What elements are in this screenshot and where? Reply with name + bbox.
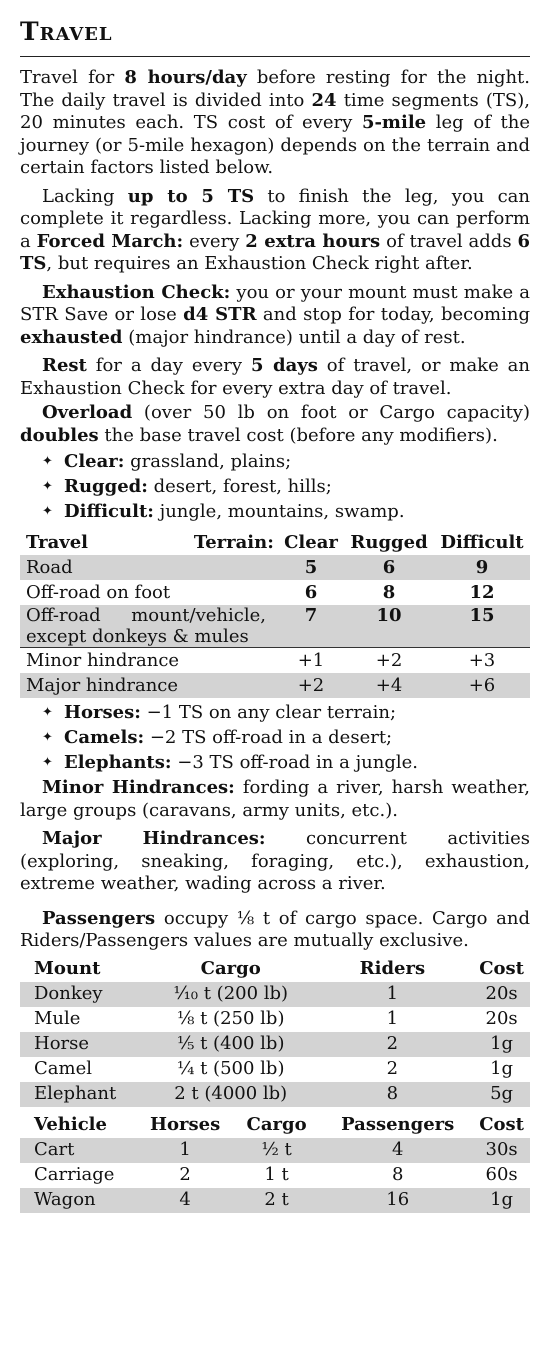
- table-header: Cost: [479, 1114, 524, 1135]
- table-header-row: [20, 530, 530, 555]
- mount-modifier-list: [20, 700, 530, 775]
- bullet-icon: ✦: [42, 730, 53, 745]
- table-row: Elephant 2 t (4000 lb) 8 5g: [20, 1082, 530, 1107]
- travel-rules-page: [20, 14, 530, 1213]
- table-header: Cargo: [200, 958, 261, 979]
- table-header: Horses: [149, 1114, 221, 1135]
- overload-paragraph: Overload (over 50 lb on foot or Cargo capacity) doubles the base travel cost (before any modifiers).: [20, 402, 530, 446]
- table-row: Off-road on foot 6 8 12: [26, 581, 495, 603]
- forced-march-paragraph: Lacking up to 5 TS to finish the leg, you can complete it regardless. Lacking more, you can perform a Forced March: every 2 extra hours of travel adds 6 TS, but requires an Exhaustion Check right after.: [20, 185, 531, 274]
- table-row: Carriage 2 1 t 8 60s: [34, 1164, 518, 1185]
- terrain-list: [20, 449, 530, 524]
- list-item: ✦ Clear: grassland, plains;: [42, 451, 292, 472]
- exhaustion-check-paragraph: Exhaustion Check: you or your mount must make a STR Save or lose d4 STR and stop for today, becoming exhausted (major hindrance) until a day of rest.: [20, 281, 531, 348]
- rest-paragraph: Rest for a day every 5 days of travel, or make an Exhaustion Check for every extra day of travel.: [20, 355, 530, 399]
- travel-cost-table: [20, 530, 530, 698]
- vehicle-table: [20, 1113, 530, 1213]
- list-item: ✦ Difficult: jungle, mountains, swamp.: [42, 501, 405, 522]
- table-row: Horse ⅕ t (400 lb) 2 1g: [20, 1032, 530, 1057]
- table-row: Mule ⅛ t (250 lb) 1 20s: [34, 1008, 518, 1029]
- table-header: Mount: [34, 958, 101, 979]
- list-item: ✦ Camels: −2 TS off-road in a desert;: [42, 727, 393, 748]
- table-row: Major hindrance +2 +4 +6: [20, 673, 530, 698]
- table-header: Terrain:: [193, 531, 274, 553]
- bullet-icon: ✦: [42, 479, 53, 494]
- table-row: Cart 1 ½ t 4 30s: [20, 1138, 530, 1163]
- bullet-icon: ✦: [42, 454, 53, 469]
- passengers-paragraph: Passengers occupy ⅛ t of cargo space. Cargo and Riders/Passengers values are mutually exclusive.: [20, 907, 530, 951]
- table-header: Vehicle: [34, 1114, 107, 1135]
- bullet-icon: ✦: [42, 504, 53, 519]
- table-header: Difficult: [440, 531, 524, 553]
- table-header: Clear: [284, 531, 338, 553]
- list-item: ✦ Rugged: desert, forest, hills;: [42, 476, 332, 497]
- mount-table: [20, 957, 530, 1107]
- minor-hindrances-paragraph: Minor Hindrances: fording a river, harsh weather, large groups (caravans, army units, etc.).: [20, 777, 531, 821]
- major-hindrances-paragraph: Major Hindrances: concurrent activities (exploring, sneaking, foraging, etc.), exhaustion, extreme weather, wading across a river.: [20, 828, 530, 894]
- table-header-row: [20, 1113, 530, 1138]
- table-header: Cost: [479, 958, 524, 979]
- table-header-row: [20, 957, 530, 982]
- list-item: ✦ Horses: −1 TS on any clear terrain;: [42, 702, 397, 723]
- table-header: Passengers: [341, 1114, 455, 1135]
- table-row: Off-road mount/vehicle, except donkeys & mules 7 10 15: [20, 605, 530, 648]
- table-header: Cargo: [246, 1114, 307, 1135]
- table-header: Riders: [359, 958, 426, 979]
- table-row: Wagon 4 2 t 16 1g: [20, 1188, 530, 1213]
- bullet-icon: ✦: [42, 705, 53, 720]
- travel-intro-paragraph: Travel for 8 hours/day before resting for the night. The daily travel is divided into 24 time segments (TS), 20 minutes each. TS cost of every 5-mile leg of the journey (or 5-mile hexagon) depends on the terrain and certain factors listed below.: [20, 67, 531, 178]
- table-row: Minor hindrance +1 +2 +3: [20, 648, 530, 674]
- table-row: Donkey ⅒ t (200 lb) 1 20s: [20, 982, 530, 1007]
- bullet-icon: ✦: [42, 755, 53, 770]
- list-item: ✦ Elephants: −3 TS off-road in a jungle.: [42, 752, 418, 773]
- title-rule: [20, 56, 530, 57]
- section-title: Travel: [20, 17, 113, 46]
- table-header: Rugged: [350, 531, 428, 553]
- table-header: Travel: [26, 531, 88, 553]
- table-row: Road 5 6 9: [20, 555, 530, 580]
- table-row: Camel ¼ t (500 lb) 2 1g: [34, 1058, 514, 1079]
